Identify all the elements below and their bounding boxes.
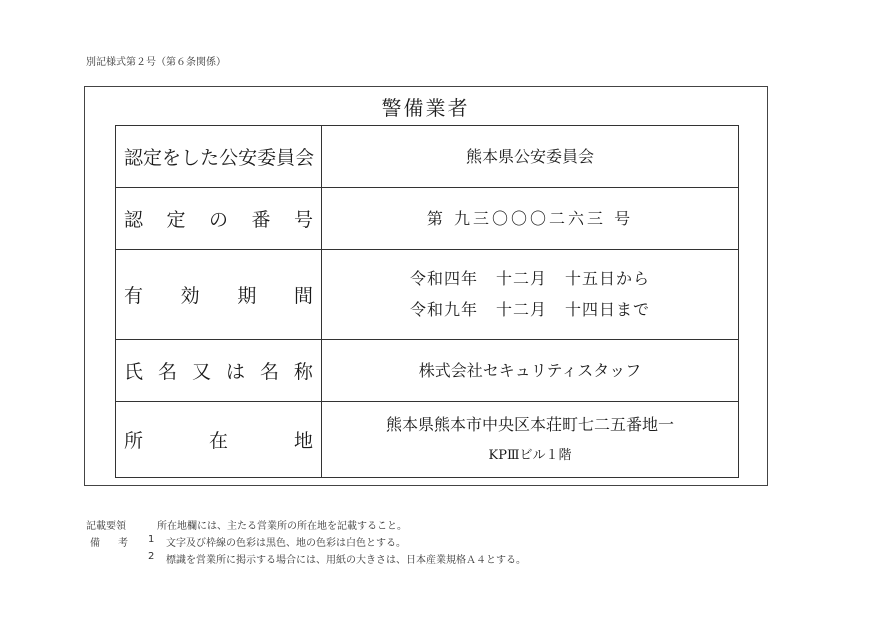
note-kisai-head: 記載要領 — [86, 521, 126, 532]
table-row-cert-number — [116, 188, 739, 250]
note-item-text: 文字及び枠線の色彩は黒色、地の色彩は白色とする。 — [166, 538, 406, 549]
label-validity — [116, 250, 322, 340]
note-bikou-head-b: 考 — [118, 538, 128, 549]
cert-number: 第 九三〇〇〇二六三 号 — [426, 208, 634, 228]
note-item-number: 2 — [148, 551, 155, 562]
certification-table — [115, 125, 739, 478]
label-address-text: 所 在 地 — [124, 430, 313, 452]
label-authority — [116, 126, 322, 188]
value-company-name — [322, 340, 739, 402]
label-authority-text: 認 定 を し た 公 安 委 員 会 — [124, 147, 315, 169]
note-item-text: 標識を営業所に掲示する場合には、用紙の大きさは、日本産業規格Ａ４とする。 — [166, 555, 526, 566]
label-company-name-text: 氏 名 又 は 名 称 — [124, 361, 313, 383]
label-company-name — [116, 340, 322, 402]
label-address — [116, 402, 322, 478]
value-address — [322, 402, 739, 478]
value-validity — [322, 250, 739, 340]
table-row-company-name — [116, 340, 739, 402]
company-name: 株式会社セキュリティスタッフ — [418, 360, 642, 380]
value-authority — [322, 126, 739, 188]
validity-start: 令和四年 十二月 十五日から — [409, 269, 651, 289]
table-row-address — [116, 402, 739, 478]
validity-end: 令和九年 十二月 十四日まで — [409, 299, 651, 319]
table-row-validity — [116, 250, 739, 340]
note-bikou-head-a: 備 — [90, 538, 100, 549]
address-building: KPⅢビル１階 — [488, 447, 572, 463]
label-validity-text: 有 効 期 間 — [124, 285, 313, 307]
document-heading: 警備業者 — [381, 96, 470, 120]
label-cert-number — [116, 188, 322, 250]
authority-name: 熊本県公安委員会 — [465, 146, 594, 166]
value-cert-number — [322, 188, 739, 250]
note-kisai-text: 所在地欄には、主たる営業所の所在地を記載すること。 — [157, 521, 407, 532]
address-main: 熊本県熊本市中央区本荘町七二五番地一 — [385, 415, 674, 435]
note-item-number: 1 — [148, 534, 155, 545]
label-cert-number-text: 認 定 の 番 号 — [124, 209, 313, 231]
table-row-authority — [116, 126, 739, 188]
form-label: 別記様式第２号（第６条関係） — [86, 57, 226, 68]
